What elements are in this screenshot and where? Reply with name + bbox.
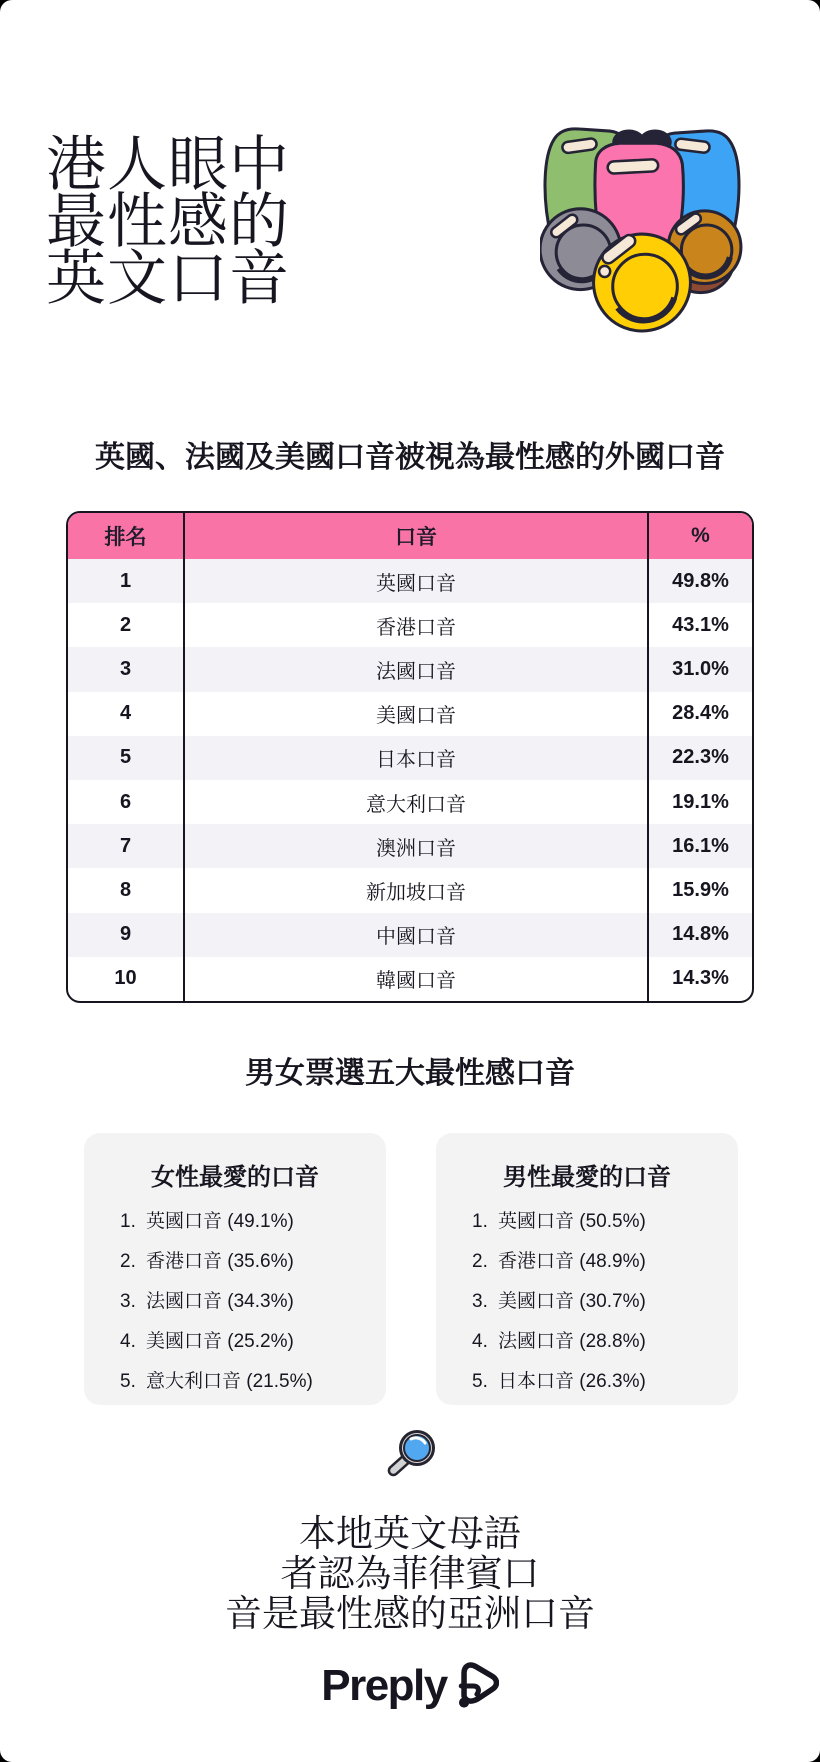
list-item: 5. 日本口音 (26.3%)	[472, 1371, 646, 1392]
table-row: 7 澳洲口音 16.1%	[68, 824, 752, 868]
male-card-title: 男性最愛的口音	[503, 1164, 671, 1191]
table-row: 8 新加坡口音 15.9%	[68, 868, 752, 912]
female-favorites-card	[84, 1133, 386, 1405]
list-item: 1. 英國口音 (49.1%)	[120, 1211, 294, 1232]
list-item: 4. 法國口音 (28.8%)	[472, 1331, 646, 1352]
page-title-line-2: 最性感的	[46, 188, 290, 255]
list-item: 2. 香港口音 (35.6%)	[120, 1251, 294, 1272]
table-row: 1 英國口音 49.8%	[68, 559, 752, 603]
table-row: 9 中國口音 14.8%	[68, 913, 752, 957]
finding-text	[0, 1514, 820, 1634]
gender-section-title: 男女票選五大最性感口音	[245, 1057, 575, 1090]
accent-ranking-table	[66, 511, 754, 1003]
list-item: 5. 意大利口音 (21.5%)	[120, 1371, 313, 1392]
page-title	[46, 131, 290, 312]
header-percent: %	[691, 524, 710, 547]
preply-wordmark: Preply	[321, 1661, 447, 1710]
table-row: 5 日本口音 22.3%	[68, 736, 752, 780]
table-row: 6 意大利口音 19.1%	[68, 780, 752, 824]
table-section-title: 英國、法國及美國口音被視為最性感的外國口音	[95, 441, 725, 474]
table-header-row	[68, 513, 752, 559]
header-rank: 排名	[68, 513, 185, 559]
list-item: 3. 法國口音 (34.3%)	[120, 1291, 294, 1312]
finding-line-2: 者認為菲律賓口	[280, 1553, 540, 1594]
page-title-line-3: 英文口音	[46, 245, 290, 312]
table-row: 3 法國口音 31.0%	[68, 647, 752, 691]
list-item: 2. 香港口音 (48.9%)	[472, 1251, 646, 1272]
table-row: 2 香港口音 43.1%	[68, 603, 752, 647]
header-accent: 口音	[185, 513, 649, 559]
magnifier-icon	[380, 1428, 438, 1488]
table-row: 10 韓國口音 14.3%	[68, 957, 752, 1001]
list-item: 1. 英國口音 (50.5%)	[472, 1211, 646, 1232]
preply-logo-icon	[453, 1660, 499, 1712]
female-favorites-list	[84, 1206, 386, 1406]
female-card-title: 女性最愛的口音	[151, 1164, 319, 1191]
preply-logo	[0, 1660, 820, 1712]
page-title-line-1: 港人眼中	[46, 131, 290, 198]
finding-line-1: 本地英文母語	[299, 1513, 521, 1554]
finding-line-3: 音是最性感的亞洲口音	[225, 1593, 595, 1634]
table-row: 4 美國口音 28.4%	[68, 692, 752, 736]
male-favorites-card	[436, 1133, 738, 1405]
list-item: 3. 美國口音 (30.7%)	[472, 1291, 646, 1312]
list-item: 4. 美國口音 (25.2%)	[120, 1331, 294, 1352]
male-favorites-list	[436, 1206, 738, 1406]
speech-bubbles-illustration-icon	[540, 124, 744, 334]
